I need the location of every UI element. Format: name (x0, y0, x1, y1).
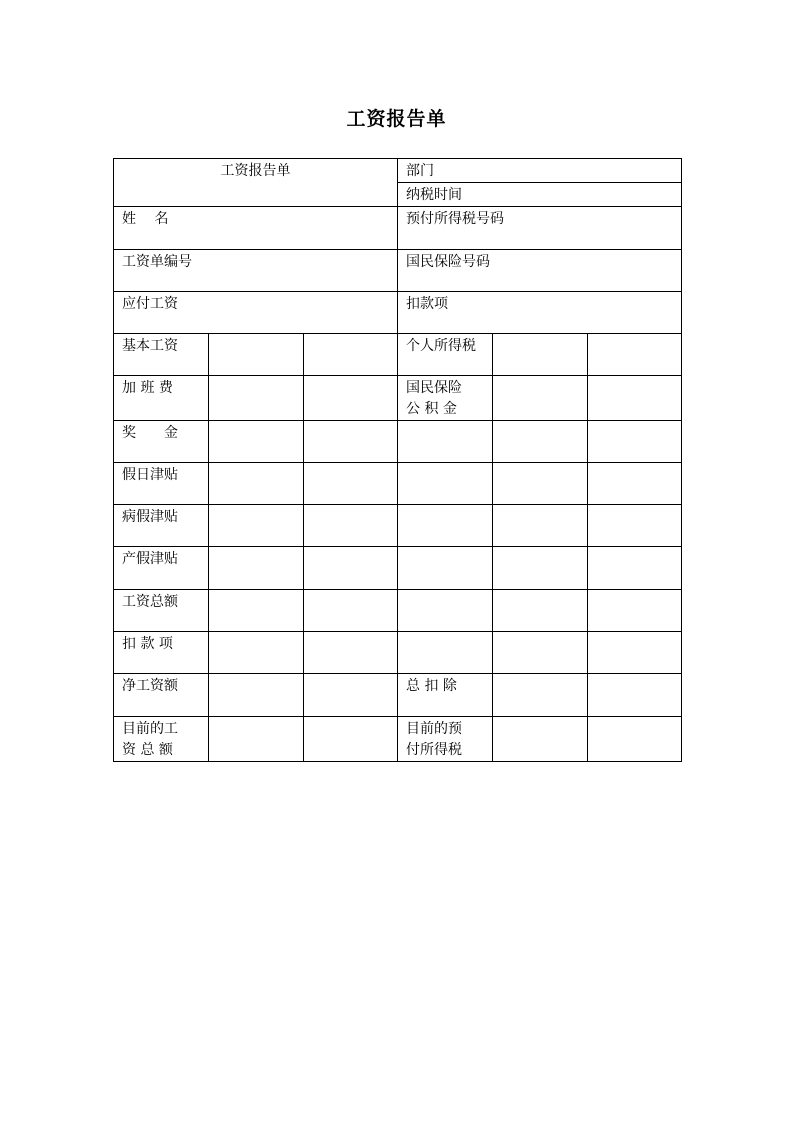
value-cell (588, 590, 682, 632)
value-cell (209, 421, 304, 463)
value-cell (209, 334, 304, 376)
value-cell (493, 674, 588, 717)
detail-row (114, 547, 682, 590)
detail-row (114, 717, 682, 762)
employee-name-label: 姓 名 (114, 207, 398, 250)
value-cell (588, 463, 682, 505)
value-cell (588, 632, 682, 674)
salary-report-table (113, 158, 682, 762)
value-cell (588, 421, 682, 463)
value-cell (304, 717, 398, 762)
value-cell (209, 717, 304, 762)
deductions-label: 扣款项 (398, 292, 682, 334)
form-name-cell: 工资报告单 (114, 159, 398, 207)
value-cell (588, 717, 682, 762)
value-cell (493, 334, 588, 376)
deduction-item-label: 总 扣 除 (398, 674, 493, 717)
value-cell (588, 376, 682, 421)
value-cell (493, 547, 588, 590)
earnings-item-label: 产假津贴 (114, 547, 209, 590)
earnings-item-label: 加 班 费 (114, 376, 209, 421)
value-cell (209, 505, 304, 547)
value-cell (588, 334, 682, 376)
value-cell (209, 376, 304, 421)
detail-row (114, 334, 682, 376)
deduction-item-label (398, 463, 493, 505)
value-cell (304, 463, 398, 505)
earnings-item-label: 基本工资 (114, 334, 209, 376)
value-cell (493, 590, 588, 632)
detail-row (114, 632, 682, 674)
national-insurance-number-label: 国民保险号码 (398, 250, 682, 292)
earnings-item-label: 奖 金 (114, 421, 209, 463)
value-cell (588, 547, 682, 590)
deduction-item-label: 个人所得税 (398, 334, 493, 376)
detail-row (114, 463, 682, 505)
value-cell (209, 590, 304, 632)
value-cell (209, 547, 304, 590)
deduction-item-label (398, 632, 493, 674)
earnings-item-label: 扣 款 项 (114, 632, 209, 674)
value-cell (209, 463, 304, 505)
tax-time-label: 纳税时间 (398, 183, 682, 207)
deduction-item-label (398, 590, 493, 632)
wages-payable-label: 应付工资 (114, 292, 398, 334)
detail-row (114, 590, 682, 632)
earnings-item-label: 工资总额 (114, 590, 209, 632)
detail-row (114, 376, 682, 421)
deduction-item-label (398, 505, 493, 547)
value-cell (493, 717, 588, 762)
earnings-item-label: 假日津贴 (114, 463, 209, 505)
earnings-item-label: 病假津贴 (114, 505, 209, 547)
value-cell (493, 505, 588, 547)
earnings-item-label: 目前的工 资 总 额 (114, 717, 209, 762)
value-cell (304, 421, 398, 463)
value-cell (304, 590, 398, 632)
deduction-item-label (398, 421, 493, 463)
value-cell (493, 376, 588, 421)
page-title: 工资报告单 (346, 108, 447, 130)
value-cell (588, 674, 682, 717)
detail-row (114, 421, 682, 463)
value-cell (304, 632, 398, 674)
value-cell (304, 376, 398, 421)
detail-row (114, 505, 682, 547)
value-cell (304, 505, 398, 547)
value-cell (209, 674, 304, 717)
detail-row (114, 674, 682, 717)
deduction-item-label: 国民保险 公 积 金 (398, 376, 493, 421)
deduction-item-label: 目前的预 付所得税 (398, 717, 493, 762)
value-cell (493, 632, 588, 674)
value-cell (588, 505, 682, 547)
value-cell (304, 547, 398, 590)
payroll-number-label: 工资单编号 (114, 250, 398, 292)
value-cell (304, 674, 398, 717)
value-cell (304, 334, 398, 376)
value-cell (493, 463, 588, 505)
value-cell (493, 421, 588, 463)
earnings-item-label: 净工资额 (114, 674, 209, 717)
value-cell (209, 632, 304, 674)
prepaid-tax-number-label: 预付所得税号码 (398, 207, 682, 250)
department-label: 部门 (398, 159, 682, 183)
deduction-item-label (398, 547, 493, 590)
